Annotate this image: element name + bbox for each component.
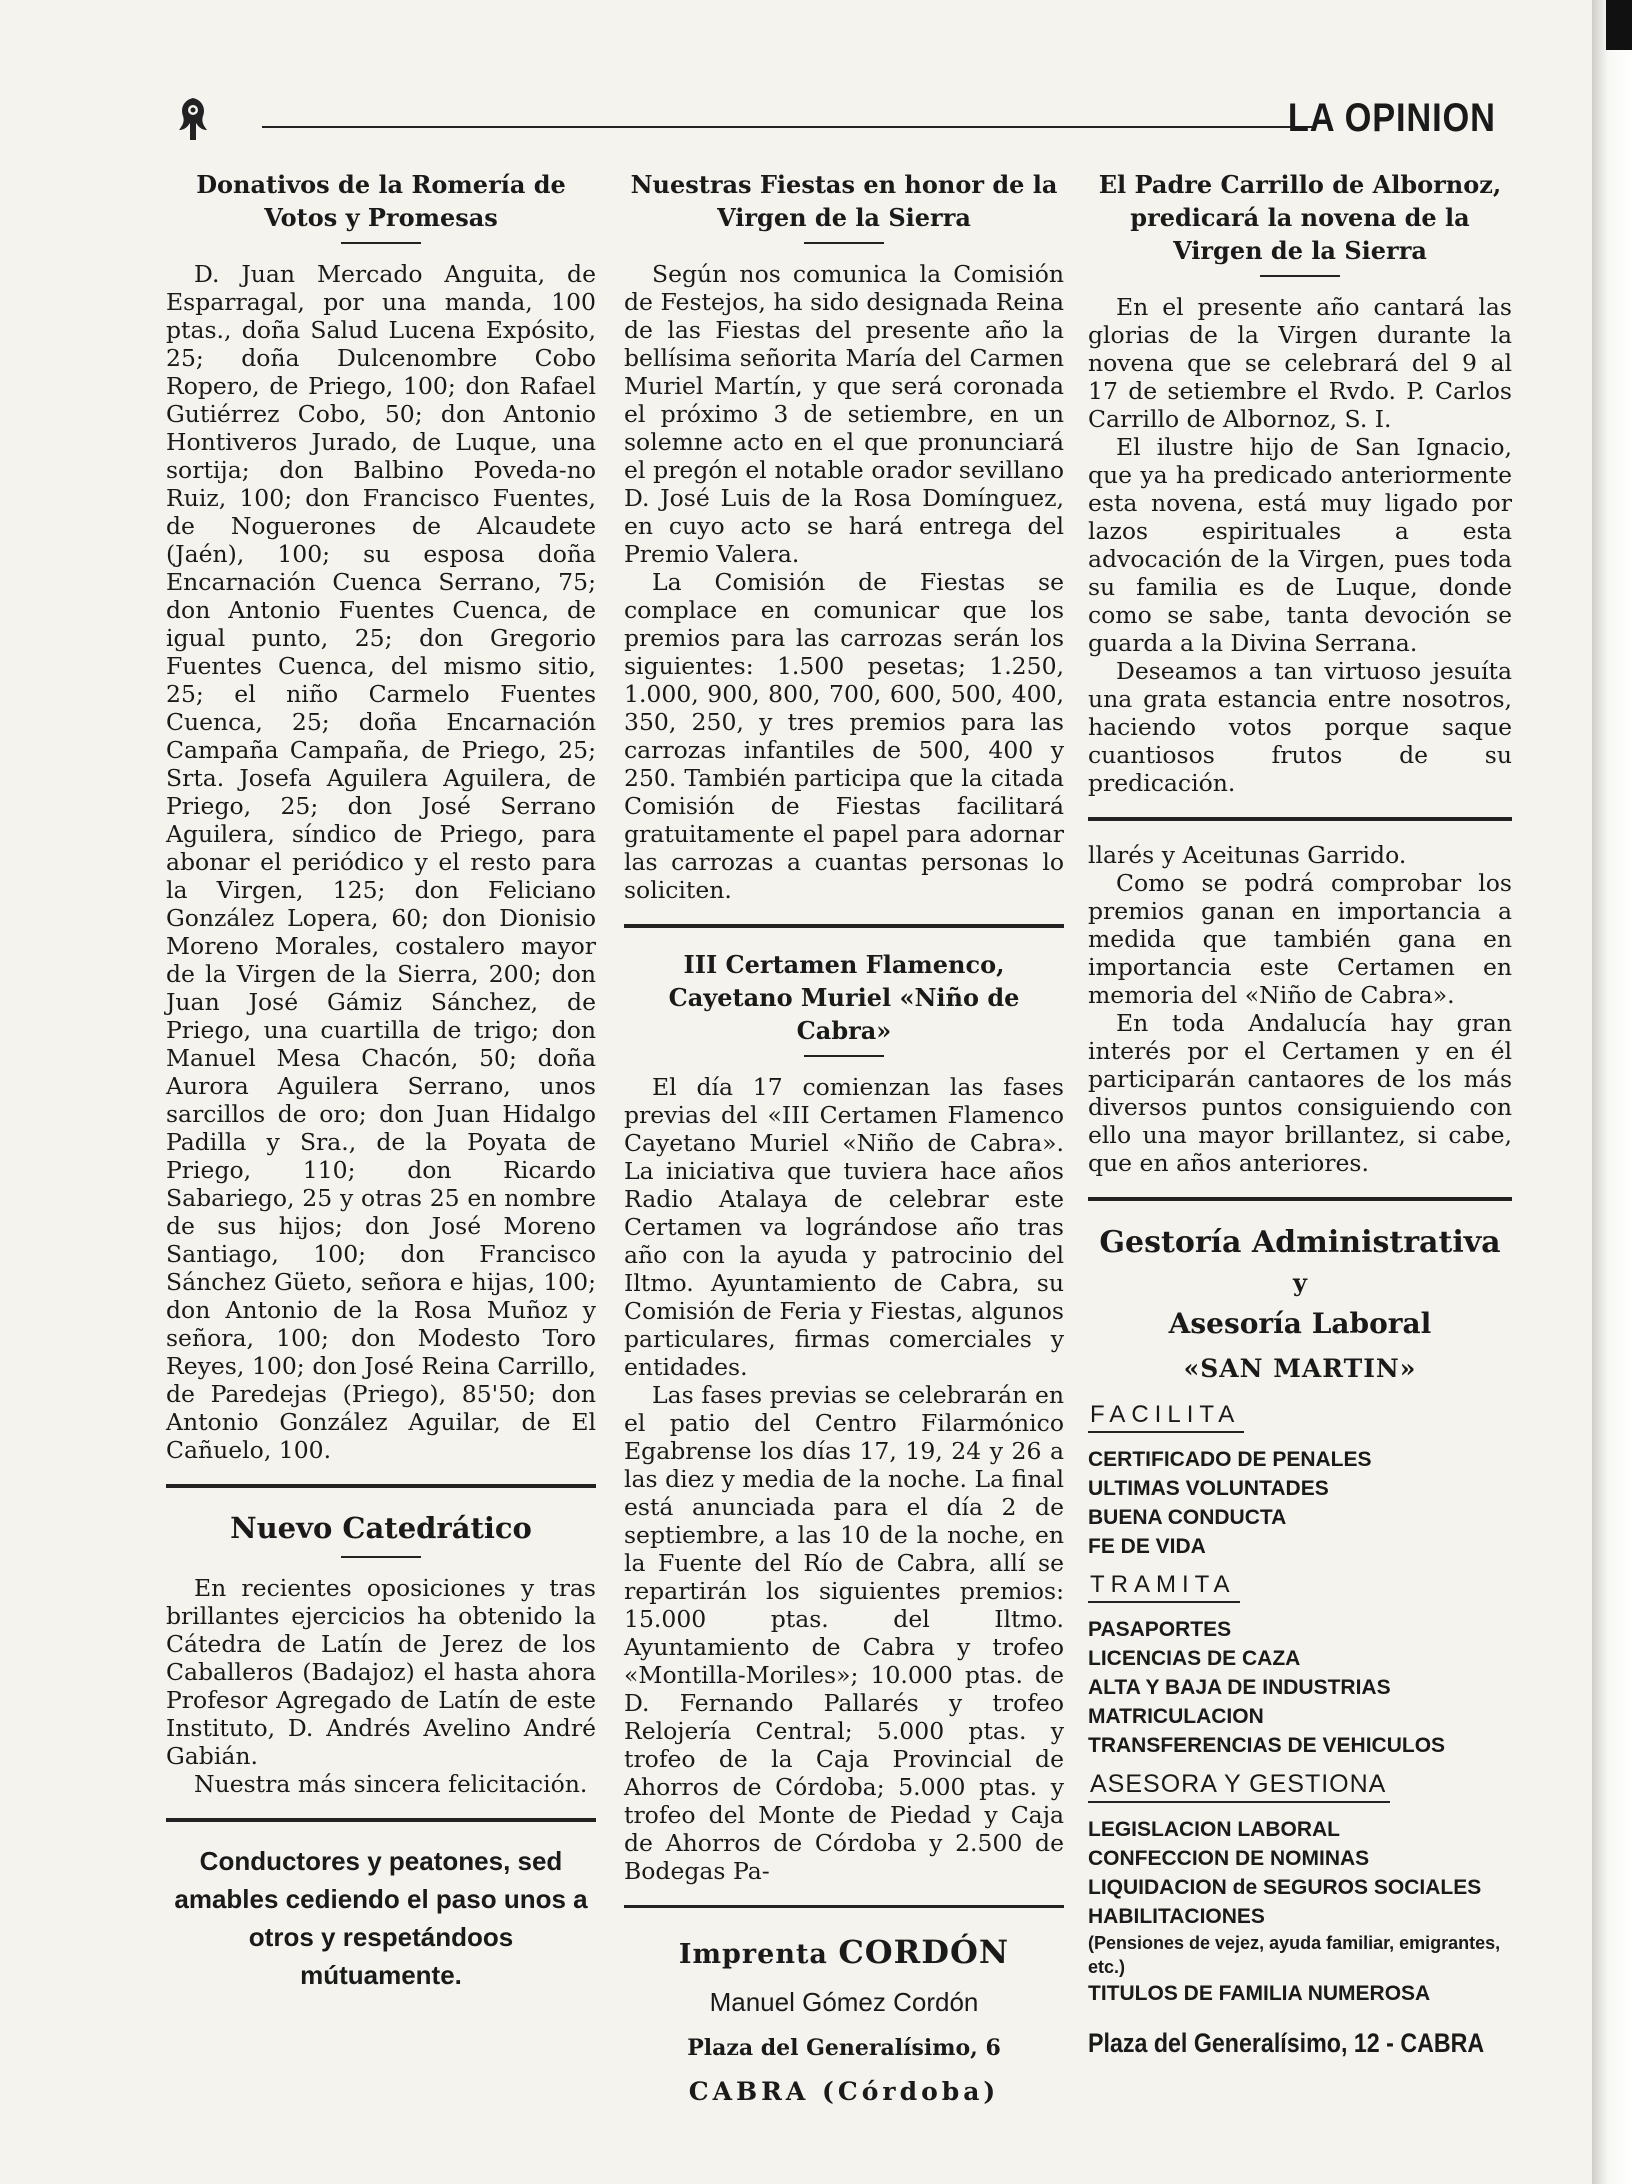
article-donativos bbox=[166, 260, 596, 1464]
list-item: ULTIMAS VOLUNTADES bbox=[1088, 1477, 1329, 1500]
imprenta-advertisement bbox=[624, 1928, 1064, 2113]
gestoria-title: Gestoría Administrativa bbox=[1099, 1225, 1501, 1260]
gestoria-address: Plaza del Generalísimo, 12 - CABRA bbox=[1088, 2028, 1485, 2058]
imprenta-word: Imprenta bbox=[678, 1939, 828, 1970]
list-item: MATRICULACION bbox=[1088, 1705, 1264, 1728]
paragraph: En recientes oposiciones y tras brillantes ejercicios ha obtenido la Cátedra de Latín de Jerez de los Caballeros (Badajoz) el hasta ahora Profesor Agregado de Latín de este Instituto, D. Andrés Avelino André Gabián. bbox=[166, 1574, 596, 1770]
paragraph: Según nos comunica la Comisión de Festejos, ha sido designada Reina de las Fiestas del presente año la bellísima señorita María del Carmen Muriel Martín, y que será coronada el próximo 3 de setiembre, en un solemne acto en el que pronunciará el pregón el notable orador sevillano D. José Luis de la Rosa Domínguez, en cuyo acto se hará entrega del Premio Valera. bbox=[624, 260, 1064, 568]
section-separator bbox=[624, 924, 1064, 928]
list-item: PASAPORTES bbox=[1088, 1618, 1232, 1641]
imprenta-owner: Manuel Gómez Cordón bbox=[709, 1987, 979, 2017]
paragraph: El ilustre hijo de San Ignacio, que ya ha predicado anteriormente esta novena, está muy ligado por lazos espirituales a esta advocación de la Virgen, pues toda su familia es de Luque, donde como se sabe, tanta devoción se guarda a la Divina Serrana. bbox=[1088, 433, 1512, 657]
section-separator bbox=[1088, 817, 1512, 821]
title-rule bbox=[804, 242, 884, 244]
list-item: LEGISLACION LABORAL bbox=[1088, 1818, 1340, 1841]
civic-notice: Conductores y peatones, sed amables cediendo el paso unos a otros y respetándoos mútuamente. bbox=[174, 1846, 588, 1990]
headline-carrillo: El Padre Carrillo de Albornoz, predicará la novena de la Virgen de la Sierra bbox=[1098, 170, 1502, 265]
list-item: FE DE VIDA bbox=[1088, 1535, 1206, 1558]
paragraph: Nuestra más sincera felicitación. bbox=[194, 1770, 588, 1798]
article-certamen bbox=[624, 1073, 1064, 1885]
paragraph: En el presente año cantará las glorias de la Virgen durante la novena que se celebrará del 9 al 17 de setiembre el Rvdo. P. Carlos Carrillo de Albornoz, S. I. bbox=[1088, 293, 1512, 433]
article-carrillo bbox=[1088, 293, 1512, 797]
article-certamen-continued bbox=[1088, 841, 1512, 1177]
list-item: LIQUIDACION de SEGUROS SOCIALES bbox=[1088, 1876, 1482, 1899]
imprenta-title bbox=[624, 1928, 1064, 1979]
gestoria-title-y: y bbox=[1293, 1268, 1307, 1297]
list-item: LICENCIAS DE CAZA bbox=[1088, 1647, 1301, 1670]
facilita-heading: FACILITA bbox=[1088, 1401, 1244, 1433]
gestoria-name: «SAN MARTIN» bbox=[1183, 1354, 1417, 1383]
list-item: TRANSFERENCIAS DE VEHICULOS bbox=[1088, 1734, 1446, 1757]
section-separator bbox=[1088, 1197, 1512, 1201]
title-rule bbox=[341, 1556, 421, 1558]
title-rule bbox=[1260, 275, 1340, 277]
section-separator bbox=[166, 1818, 596, 1822]
paragraph: En toda Andalucía hay gran interés por el Certamen y en él participarán cantaores de los más diversos puntos consiguiendo con ello una mayor brillantez, si cabe, que en años anteriores. bbox=[1088, 1009, 1512, 1177]
list-item: HABILITACIONES bbox=[1088, 1905, 1265, 1928]
paragraph: Como se podrá comprobar los premios ganan en importancia a medida que también gana en importancia este Certamen en memoria del «Niño de Cabra». bbox=[1088, 869, 1512, 1009]
article-catedratico bbox=[166, 1574, 596, 1798]
imprenta-city: CABRA (Córdoba) bbox=[688, 2077, 1000, 2106]
headline-fiestas: Nuestras Fiestas en honor de la Virgen de la Sierra bbox=[630, 170, 1058, 232]
paragraph: D. Juan Mercado Anguita, de Esparragal, por una manda, 100 ptas., doña Salud Lucena Expósito, 25; doña Dulcenombre Cobo Ropero, de Priego, 100; don Rafael Gutiérrez Cobo, 50; don Antonio Hontiveros Jurado, de Luque, una sortija; don Balbino Poveda-no Ruiz, 100; don Francisco Fuentes, de Noguerones de Alcaudete (Jaén), 100; su esposa doña Encarnación Cuenca Serrano, 75; don Antonio Fuentes Cuenca, de igual punto, 25; don Gregorio Fuentes Cuenca, del mismo sitio, 25; el niño Carmelo Fuentes Cuenca, 25; doña Encarnación Campaña Campaña, de Priego, 25; Srta. Josefa Aguilera Aguilera, de Priego, 25; don José Serrano Aguilera, síndico de Priego, para abonar el periódico y el resto para la Virgen, 125; don Feliciano González Lopera, 60; don Dionisio Moreno Morales, costalero mayor de la Virgen de la Sierra, 200; don Juan José Gámiz Sánchez, de Priego, una cuartilla de trigo; don Manuel Mesa Chacón, 50; doña Aurora Aguilera Serrano, unos sarcillos de oro; don Juan Hidalgo Padilla y Sra., de la Poyata de Priego, 110; don Ricardo Sabariego, 25 y otras 25 en nombre de sus hijos; don José Moreno Santiago, 100; don Francisco Sánchez Güeto, señora e hijas, 100; don Antonio de la Rosa Muñoz y señora, 100; don Modesto Toro Reyes, 100; don José Reina Carrillo, de Paredejas (Priego), 85'50; don Antonio González Aguilar, de El Cañuelo, 100. bbox=[166, 260, 596, 1464]
section-separator bbox=[624, 1905, 1064, 1908]
column-3 bbox=[1088, 168, 1512, 2059]
column-1 bbox=[166, 168, 596, 1994]
title-rule bbox=[341, 242, 421, 244]
emblem-icon bbox=[176, 96, 210, 142]
gestoria-advertisement bbox=[1088, 1221, 1512, 2059]
paragraph: El día 17 comienzan las fases previas del «III Certamen Flamenco Cayetano Muriel «Niño de Cabra». La iniciativa que tuviera hace años Radio Atalaya de celebrar este Certamen va lográndose año tras año con la ayuda y patrocinio del Iltmo. Ayuntamiento de Cabra, su Comisión de Feria y Fiestas, algunos particulares, firmas comerciales y entidades. bbox=[624, 1073, 1064, 1381]
page-corner bbox=[1606, 0, 1632, 50]
imprenta-address: Plaza del Generalísimo, 6 bbox=[687, 2035, 1001, 2061]
title-rule bbox=[804, 1055, 884, 1057]
section-separator bbox=[166, 1484, 596, 1488]
asesora-heading: ASESORA Y GESTIONA bbox=[1088, 1770, 1390, 1803]
headline-catedratico: Nuevo Catedrático bbox=[230, 1511, 532, 1545]
page-edge-shadow bbox=[1592, 0, 1632, 2184]
list-item: CERTIFICADO DE PENALES bbox=[1088, 1448, 1372, 1471]
list-item: CONFECCION DE NOMINAS bbox=[1088, 1847, 1370, 1870]
column-2 bbox=[624, 168, 1064, 2113]
headline-certamen: III Certamen Flamenco, Cayetano Muriel «Niño de Cabra» bbox=[668, 950, 1020, 1045]
paragraph: La Comisión de Fiestas se complace en comunicar que los premios para las carrozas serán los siguientes: 1.500 pesetas; 1.250, 1.000, 900, 800, 700, 600, 500, 400, 350, 250, y tres premios para las carrozas infantiles de 500, 400 y 250. También participa que la citada Comisión de Fiestas facilitará gratuitamente el papel para adornar las carrozas a cuantas personas lo soliciten. bbox=[624, 568, 1064, 904]
paragraph: Deseamos a tan virtuoso jesuíta una grata estancia entre nosotros, haciendo votos porque saque cuantiosos frutos de su predicación. bbox=[1088, 657, 1512, 797]
paragraph: Las fases previas se celebrarán en el patio del Centro Filarmónico Egabrense los días 17, 19, 24 y 26 a las diez y media de la noche. La final está anunciada para el día 2 de septiembre, a las 10 de la noche, en la Fuente del Río de Cabra, allí se repartirán los siguientes premios: 15.000 ptas. del Iltmo. Ayuntamiento de Cabra y trofeo «Montilla-Moriles»; 10.000 ptas. de D. Fernando Pallarés y trofeo Relojería Central; 5.000 ptas. y trofeo de la Caja Provincial de Ahorros de Córdoba; 5.000 ptas. y trofeo del Monte de Piedad y Caja de Ahorros de Córdoba y 2.500 de Bodegas Pa- bbox=[624, 1381, 1064, 1885]
imprenta-name: CORDÓN bbox=[838, 1933, 1010, 1971]
page-header bbox=[176, 96, 1496, 152]
headline-donativos: Donativos de la Romería de Votos y Promesas bbox=[196, 170, 566, 232]
article-fiestas bbox=[624, 260, 1064, 904]
list-item: BUENA CONDUCTA bbox=[1088, 1506, 1287, 1529]
paragraph: llarés y Aceitunas Garrido. bbox=[1088, 841, 1407, 869]
tramita-heading: TRAMITA bbox=[1088, 1571, 1240, 1603]
header-rule bbox=[262, 126, 1312, 128]
masthead: LA OPINION bbox=[1288, 96, 1496, 140]
asesora-list bbox=[1088, 1815, 1512, 2008]
tramita-list bbox=[1088, 1615, 1512, 1760]
facilita-list bbox=[1088, 1445, 1512, 1561]
list-item: ALTA Y BAJA DE INDUSTRIAS bbox=[1088, 1676, 1391, 1699]
list-item: (Pensiones de vejez, ayuda familiar, emigrantes, etc.) bbox=[1088, 1933, 1501, 1977]
list-item: TITULOS DE FAMILIA NUMEROSA bbox=[1088, 1982, 1431, 2005]
gestoria-subtitle: Asesoría Laboral bbox=[1168, 1307, 1432, 1340]
